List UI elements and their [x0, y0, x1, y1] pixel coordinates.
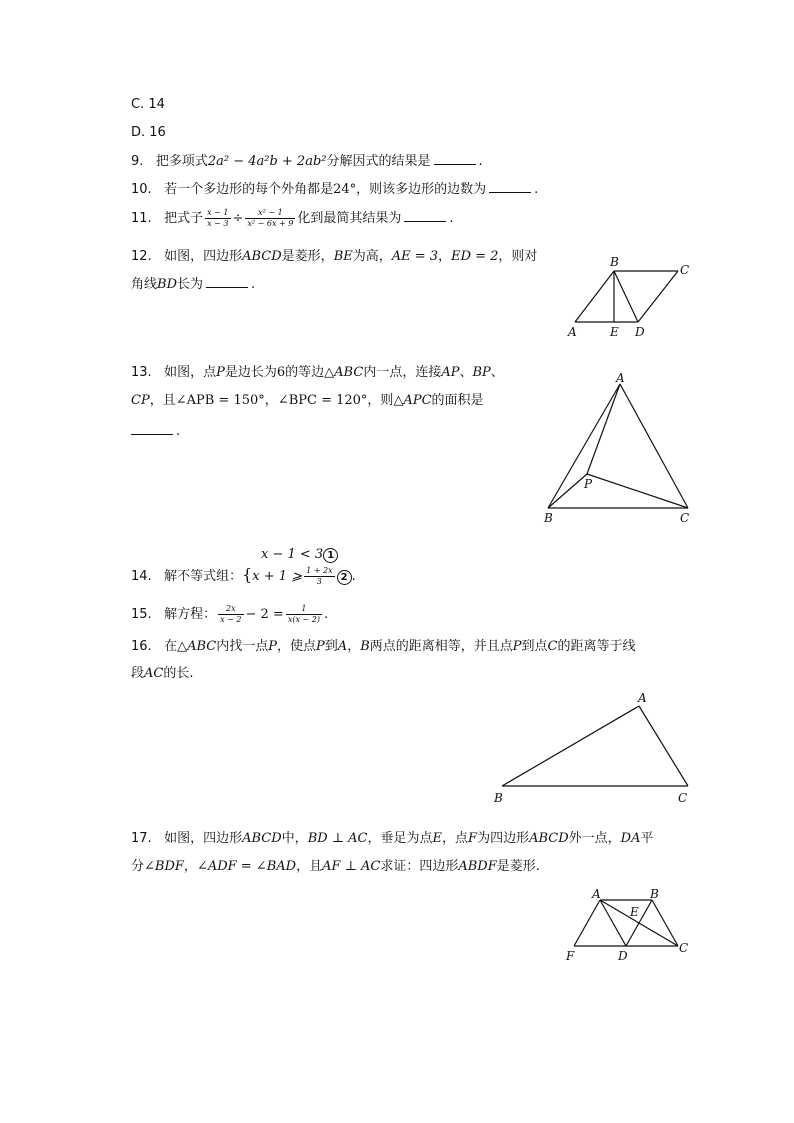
question-12-line-2 [131, 275, 255, 294]
punctuation: ， [347, 639, 361, 654]
question-number: 13. [131, 365, 152, 380]
answer-blank[interactable] [434, 152, 476, 165]
math-expression: 2a² − 4a²b + 2ab² [207, 154, 327, 169]
question-text: 的等边 [285, 365, 325, 380]
edge-fa [574, 900, 600, 946]
question-number: 12. [131, 249, 152, 264]
question-12-line-1 [131, 248, 537, 266]
label-f: F [566, 949, 575, 963]
fraction-numerator: x − 1 [207, 208, 229, 217]
question-14 [131, 566, 356, 587]
fraction-numerator: x² − 1 [245, 208, 295, 219]
label-c: C [680, 511, 690, 525]
fraction-denominator: x − 2 [220, 615, 242, 624]
question-17-line-1 [131, 830, 653, 848]
question-text: 段 [131, 666, 145, 681]
question-16-line-1 [131, 638, 636, 656]
punctuation: ， [438, 249, 452, 264]
edge-ac [639, 706, 688, 786]
question-text: 内找一点 [216, 639, 269, 654]
answer-blank[interactable] [404, 209, 446, 222]
math-expression: ED = 2 [451, 249, 499, 264]
math-expression: ABDF [458, 859, 497, 874]
math-expression: ABCD [242, 831, 282, 846]
math-expression: AC [144, 666, 164, 681]
question-text: 解不等式组： [164, 569, 243, 584]
segment-ac [600, 900, 678, 946]
math-expression: ∠APB = 150° [175, 393, 265, 408]
question-text: 求证：四边形 [380, 859, 459, 874]
circled-number: 2 [337, 570, 352, 585]
segment-ad [600, 900, 626, 946]
question-number: 14. [131, 569, 152, 584]
question-text: 解方程： [164, 607, 217, 622]
question-text: 把式子 [164, 211, 204, 226]
math-expression: DA [620, 831, 641, 846]
question-text: 是菱形. [496, 859, 540, 874]
question-text: 分解因式的结果是 [326, 154, 431, 169]
segment-ap [587, 384, 620, 474]
edge-ab [575, 271, 614, 322]
math-expression: CP [131, 393, 150, 408]
segment-bp [548, 474, 587, 508]
edge-ab [502, 706, 639, 786]
question-text: ，点 [442, 831, 469, 846]
label-a: A [592, 887, 601, 901]
fraction [218, 604, 243, 625]
label-p: P [584, 477, 593, 491]
question-14-ineq-1 [131, 546, 338, 564]
question-number: 17. [131, 831, 152, 846]
math-expression: △ABC [324, 365, 364, 380]
question-number: 16. [131, 639, 152, 654]
math-expression: △ABC [177, 639, 217, 654]
rhombus-figure-q12 [560, 252, 700, 342]
question-9 [131, 152, 483, 171]
option-d: D. 16 [131, 125, 166, 140]
question-text: 两点的距离相等，并且点 [369, 639, 513, 654]
option-c: C. 14 [131, 97, 165, 112]
question-text: 到 [324, 639, 338, 654]
question-11 [131, 208, 454, 229]
math-expression: P [512, 639, 522, 654]
question-text: 的面积是 [431, 393, 484, 408]
fraction-denominator: x − 3 [207, 219, 229, 228]
question-text: 是边长为 [224, 365, 277, 380]
question-text: ，则对 [498, 249, 538, 264]
punctuation: . [323, 607, 329, 622]
question-15 [131, 604, 328, 625]
question-number: 10. [131, 182, 152, 197]
punctuation: 、 [490, 365, 504, 380]
segment-cp [587, 474, 688, 508]
punctuation: . [449, 211, 454, 226]
label-a: A [638, 691, 647, 705]
punctuation: 、 [459, 365, 473, 380]
question-number: 9. [131, 154, 144, 169]
question-text: 的距离等于线 [557, 639, 636, 654]
question-13-line-3 [131, 422, 180, 441]
fraction-denominator: x(x − 2) [287, 615, 320, 624]
triangle-figure-q16 [488, 690, 698, 808]
triangle-figure-q13 [538, 370, 698, 530]
question-text: 为四边形 [477, 831, 530, 846]
punctuation: ， [183, 859, 197, 874]
label-e: E [610, 325, 619, 339]
fraction-denominator: 3 [316, 577, 322, 586]
question-number: 15. [131, 607, 152, 622]
label-b: B [494, 791, 503, 805]
edge-bc [652, 900, 678, 946]
label-b: B [544, 511, 553, 525]
question-text: ，则该多边形的边数为 [356, 182, 487, 197]
fraction-numerator: 1 [286, 604, 322, 615]
question-text: 平 [640, 831, 654, 846]
answer-blank[interactable] [489, 180, 531, 193]
question-text: 长为 [177, 277, 204, 292]
inequality-1: x − 1 < 3 [261, 547, 324, 562]
left-brace: { [242, 565, 253, 584]
inequality-2-lhs: x + 1 ⩾ [252, 569, 303, 584]
edge-cd [638, 271, 678, 322]
question-text: 是菱形， [281, 249, 334, 264]
question-text: 如图，点 [164, 365, 217, 380]
question-text: 外一点， [568, 831, 621, 846]
question-text: 如图，四边形 [164, 249, 243, 264]
math-expression: ∠ADF = ∠BAD [196, 859, 297, 874]
label-d: D [635, 325, 645, 339]
label-a: A [568, 325, 577, 339]
label-c: C [678, 791, 688, 805]
question-text: 角线 [131, 277, 158, 292]
punctuation: . [478, 154, 483, 169]
math-expression: 6 [276, 365, 286, 380]
fraction [245, 208, 295, 229]
math-expression: C [547, 639, 558, 654]
math-operator: ÷ [232, 211, 244, 226]
label-e: E [630, 905, 639, 919]
math-expression: P [268, 639, 278, 654]
question-text: 为高， [352, 249, 392, 264]
question-text: ，垂足为点 [367, 831, 433, 846]
punctuation: . [351, 569, 356, 584]
question-text: 把多项式 [155, 154, 208, 169]
math-expression: P [216, 365, 225, 380]
question-text: 内一点，连接 [363, 365, 442, 380]
question-13-line-2 [131, 392, 484, 410]
math-expression: 24° [333, 182, 357, 197]
math-expression: BD ⊥ AC [307, 831, 368, 846]
answer-blank[interactable] [131, 422, 173, 435]
question-17-line-2 [131, 858, 540, 876]
question-number: 11. [131, 211, 152, 226]
math-expression: AF ⊥ AC [322, 859, 381, 874]
question-16-line-2 [131, 665, 194, 683]
diagonal-bd [614, 271, 638, 322]
label-b: B [610, 255, 619, 269]
math-expression: △APC [393, 393, 432, 408]
answer-blank[interactable] [206, 275, 248, 288]
math-expression: ∠BDF [144, 859, 184, 874]
question-text: 如图，四边形 [164, 831, 243, 846]
fraction [304, 566, 334, 587]
question-text: ，则 [367, 393, 394, 408]
label-c: C [680, 263, 690, 277]
label-a: A [616, 371, 625, 385]
math-expression: B [360, 639, 370, 654]
math-expression: ABCD [529, 831, 569, 846]
question-13-line-1 [131, 364, 504, 382]
question-text: ，且 [296, 859, 323, 874]
question-text: 的长. [163, 666, 194, 681]
question-text: 到点 [521, 639, 548, 654]
label-d: D [618, 949, 628, 963]
question-text: 在 [164, 639, 178, 654]
question-text: 中， [281, 831, 308, 846]
math-expression: AE = 3 [391, 249, 439, 264]
question-text: ，且 [149, 393, 176, 408]
label-c: C [679, 941, 689, 955]
fraction [205, 208, 230, 229]
math-expression: ∠BPC = 120° [277, 393, 368, 408]
label-b: B [650, 887, 659, 901]
question-text: 化到最简其结果为 [297, 211, 402, 226]
question-text: ，使点 [277, 639, 317, 654]
math-expression: A [337, 639, 348, 654]
math-expression: F [468, 831, 478, 846]
circled-number: 1 [323, 548, 338, 563]
punctuation: . [251, 277, 256, 292]
math-expression: − 2 = [245, 607, 284, 622]
punctuation: . [534, 182, 539, 197]
edge-ac [620, 384, 688, 508]
fraction-numerator: 2x [218, 604, 243, 615]
math-expression: AP [441, 365, 460, 380]
math-expression: BE [333, 249, 353, 264]
quadrilateral-figure-q17 [560, 884, 700, 966]
fraction-numerator: 1 + 2x [306, 566, 333, 575]
fraction [286, 604, 322, 625]
punctuation: ， [264, 393, 278, 408]
math-expression: E [432, 831, 443, 846]
fraction-denominator: x² − 6x + 9 [247, 219, 294, 228]
question-text: 若一个多边形的每个外角都是 [164, 182, 334, 197]
math-expression: ABCD [242, 249, 282, 264]
math-expression: BP [472, 365, 491, 380]
question-text: 分 [131, 859, 145, 874]
punctuation: . [176, 424, 181, 439]
question-10 [131, 180, 538, 199]
math-expression: BD [157, 277, 177, 292]
math-expression: P [316, 639, 325, 654]
